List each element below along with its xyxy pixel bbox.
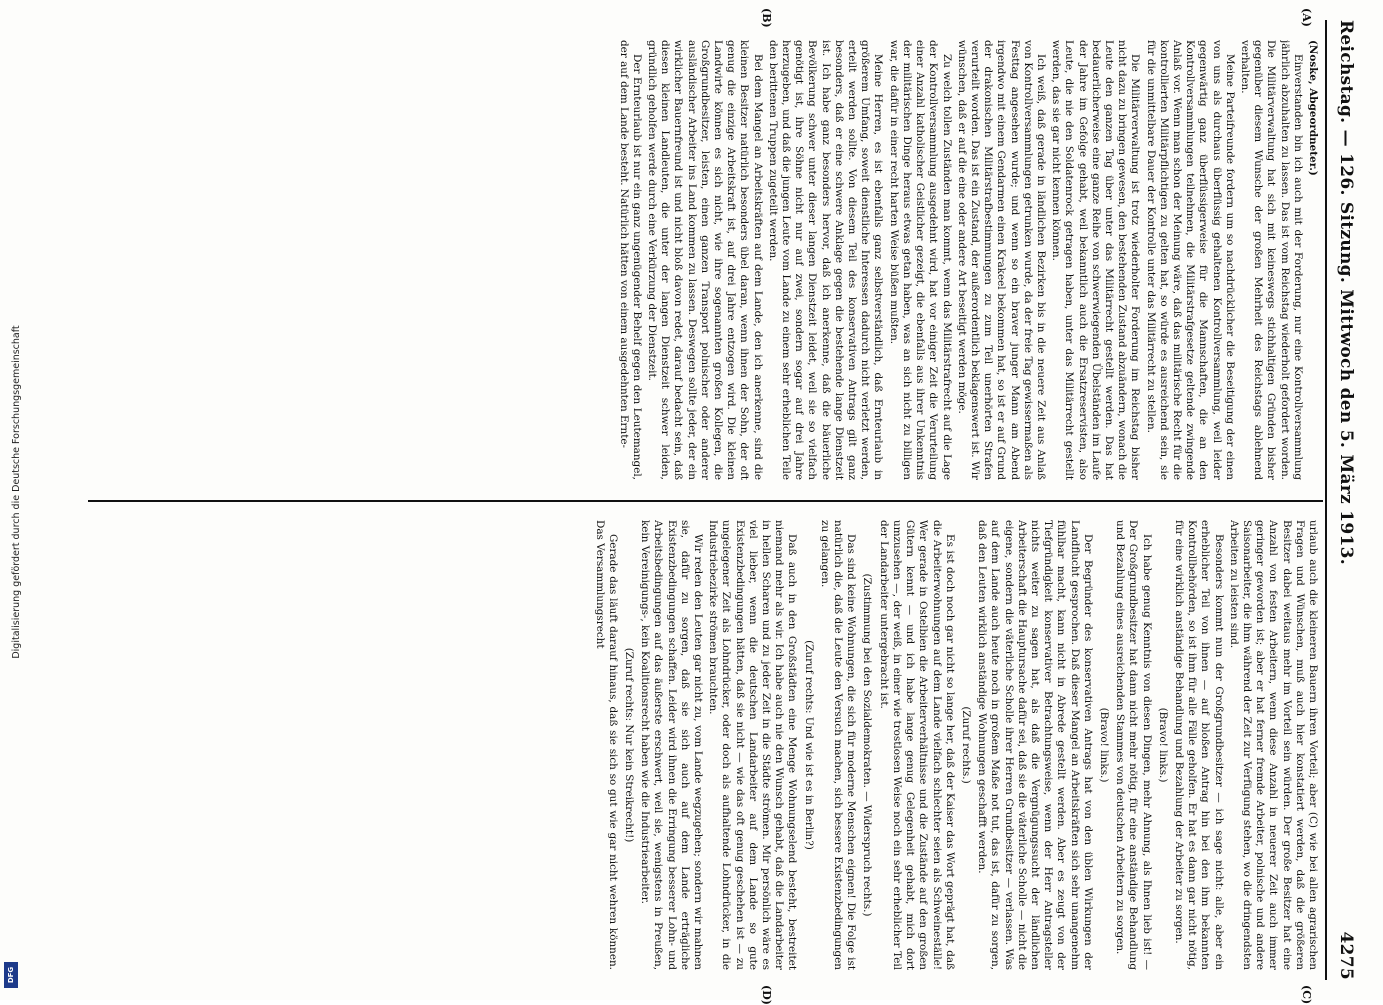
- dfg-logo: DFG: [4, 962, 18, 988]
- digitization-credit: Digitalisierung gefördert durch die Deutsche Forschungsgemeinschaft: [11, 325, 22, 659]
- paragraph: Bei dem Mangel an Arbeitskräften auf dem Lande, den ich anerkenne, sind die kleinen Besitzer natürlich besonders übel daran, wenn ihnen der Sohn, der oft genug die einzige Arbeitskraft ist, auf drei Jahre entzogen wird. Die kleinen Landwirte können es sich nicht, wie ihre sogenannten großen Kollegen, die Großgrundbesitzer, leisten, einen ganzen Transport polnischer oder anderer ausländischer Arbeiter ins Land kommen zu lassen. Deswegen sollte jeder, der ein wirklicher Bauernfreund ist und nicht bloß davon redet, darauf bedacht sein, daß diesen kleinen Landleuten, die unter der langen Dienstzeit schwer leiden, gründlich geholfen werde durch eine Verkürzung der Dienstzeit.: [646, 40, 764, 480]
- paragraph: Daß auch in den Großstädten eine Menge Wohnungselend besteht, bestreitet niemand mehr als wir. Ich habe auch nie den Wunsch gehabt, daß die Landarbeiter in hellen Scharen und zu jeder Zeit in die Städte strömen. Mir persönlich wäre es viel lieber, wenn die deutschen Landarbeiter auf dem Lande so gute Existenzbedingungen hätten, daß sie nicht — wie das oft genug geschehen ist — zu ungelegener Zeit als Lohndrücker, oder doch als aufhaltende Lohndrücker, in die Industriebezirke strömen brauchten.: [707, 520, 799, 970]
- page-number: 4275: [1336, 931, 1356, 980]
- paragraph: Der Ernteurlaub ist nur ein ganz ungenügender Behelf gegen den Leutemangel, der auf dem Lande besteht. Natürlich hätten von einem ausgedehnten Ernte-: [617, 40, 643, 480]
- margin-marker-b: (B): [760, 8, 773, 28]
- interjection: (Zuruf rechts: Und wie ist es in Berlin?): [802, 640, 815, 850]
- paragraph: Zu welch tollen Zuständen man kommt, wenn das Militärstrafrecht auf die Lage der Kontrollversammlung ausgedehnt wird, hat vor einiger Zeit die Verurteilung einer Anzahl katholischer Geistlicher gezeigt, die ebenfalls aus ihrer Unkenntnis der militärischen Dinge heraus etwas getan haben, was an sich nicht zu billigen war, die dafür in einer recht harten Weise büßen mußten.: [887, 40, 953, 480]
- margin-marker-c: (C): [1300, 985, 1313, 1005]
- left-column: [88, 40, 1319, 480]
- paragraph: Gerade das läuft darauf hinaus, daß sie sich so gut wie gar nicht wehren können. Das Versammlungsrecht: [593, 520, 619, 970]
- paragraph: Ich habe genug Kenntnis von diesen Dingen, mehr Ahnung, als Ihnen lieb ist! — Der Großgrundbesitzer hat dann nicht mehr nötig, für eine anständige Behandlung und Bezahlung eines ausreichenden Stammes von deutschen Arbeitern zu sorgen.: [1114, 520, 1153, 970]
- page-header: [1331, 20, 1361, 980]
- paragraph: Wir reden den Leuten gar nicht zu, vom Lande wegzugehen; sondern wir mahnen sie, dafür zu sorgen, daß sie sich auch auf dem Lande erträgliche Existenzbedingungen schaffen. Leider wird ihnen die Erringung besserer Lohn- und Arbeitsbedingungen auf das äußerste erschwert, weil sie, wenigstens in Preußen, kein Vereinigungs-, kein Koalitionsrecht haben wie die Industriearbeiter.: [639, 520, 705, 970]
- paragraph: Meine Parteifreunde fordern um so nachdrücklicher die Beseitigung der einen von uns als durchaus überflüssig gehaltenen Kontrollversammlung, weil leider gegenwärtig ganz überflüssigerweise für die Mannschaften, die an den Kontrollversammlungen teilnehmen, die Militärstrafgesetze geltende zwingende Anlaß vor. Wenn man schon der Meinung wäre, daß das militärische Recht für die kontrollierten Militärpflichtigen zu gelten hat, so würde es ausreichend sein, sie für die unmittelbare Dauer der Kontrolle unter das Militärrecht zu stellen.: [1144, 40, 1236, 480]
- header-title: Reichstag. — 126. Sitzung. Mittwoch den 5. März 1913.: [1336, 20, 1356, 565]
- speaker-name: (Noske, Abgeordneter.): [1307, 40, 1319, 176]
- paragraph: Meine Herren, es ist ebenfalls ganz selbstverständlich, daß Ernteurlaub in größerem Umfang, soweit dienstliche Interessen dadurch nicht verletzt werden, erteilt werden sollte. Von diesem Teil des konservativen Antrags gilt ganz besonders, daß er eine schwere Anklage gegen die bestehende lange Dienstzeit ist. Ich habe ganz besonders hervor, daß ich anerkenne, daß die bäuerliche Bevölkerung schwer unter dieser langen Dienstzeit leidet, weil sie so vielfach genötigt ist, ihre Söhne nicht nur auf zwei, sondern sogar auf drei Jahre herzugeben, und daß die jungen Leute vom Lande zu einem sehr erheblichen Teile den berittenen Truppen zugeteilt werden.: [766, 40, 885, 480]
- rotated-document: [70, 0, 1383, 1005]
- right-column: [88, 520, 1319, 970]
- paragraph: Das sind keine Wohnungen, die sich für moderne Menschen eignen! Die Folge ist natürlich die, daß die Leute den Versuch machen, sich bessere Existenzbedingungen zu gelangen.: [818, 520, 858, 970]
- paragraph: Besonders kommt nun der Großgrundbesitzer — ich sage nicht: alle, aber ein erheblicher Teil von ihnen — auf bloßen Antrag hin bei den ihm bekannten Kontrollbehörden, so ist ihm für alle Fälle geholfen. Er hat es dann gar nicht nötig, für eine wirklich anständige Behandlung und Bezahlung der Arbeiter zu sorgen.: [1172, 520, 1225, 970]
- interjection: (Bravo! links.): [1156, 707, 1169, 783]
- interjection: (Zuruf rechts.): [959, 706, 972, 784]
- paragraph: Die Militärverwaltung ist trotz wiederholter Forderung im Reichstag bisher nicht dazu zu bringen gewesen, den bestehenden Zustand abzuändern, wonach die Leute den ganzen Tag über unter das Militärrecht gestellt werden. Das hat bedauerlicherweise eine ganze Reihe von schwerwiegenden Übelständen im Laufe der Jahre im Gefolge gehabt, weil bekanntlich auch die Ersatzreservisten, also Leute, die nie den Soldatenrock getragen haben, unter das Militärrecht gestellt werden, das sie gar nicht kennen können.: [1050, 40, 1142, 480]
- column-divider: [88, 500, 1323, 502]
- paragraph: Ich weiß, daß gerade in ländlichen Bezirken bis in die neuere Zeit aus Anlaß von Kontrollversammlungen getrunken wurde, da der freie Tag gewissermaßen als Festtag angesehen wurde; und wenn so ein braver junger Mann am Abend irgendwo mit einem Gendarmen einen Krakeel bekommen hat, so ist er auf Grund der drakonischen Militärstrafbestimmungen zu zum Teil unerhörten Strafen verurteilt worden. Das ist ein Zustand, der außerordentlich beklagenswert ist. Wir wünschen, daß er auf die eine oder andere Art beseitigt werden möge.: [955, 40, 1047, 480]
- margin-marker-d: (D): [760, 985, 773, 1005]
- paragraph: Es ist doch noch gar nicht so lange her, daß der Kaiser das Wort geprägt hat, daß die Arbeiterwohnungen auf dem Lande vielfach schlechter seien als Schweineställe! Wer gerade in Ostelbien die Arbeiterverhältnisse und die Zustände auf den großen Gütern kennt — und ich habe lange genug Gelegenheit gehabt, mich dort umzusehen —, der weiß, in einer wie trostlosen Weise noch ein sehr erheblicher Teil der Landarbeiter untergebracht ist.: [877, 520, 956, 970]
- paragraph: urlaub auch die kleineren Bauern ihren Vorteil; aber (C) wie bei allen agrarischen Fragen und Wünschen, muß auch hier konstatiert werden, daß die größeren Besitzer dabei weitaus mehr im Vorteil sein würden. Der große Besitzer hat eine Anzahl von festen Arbeitern, wenn diese Anzahl in neuerer Zeit auch immer geringer geworden ist; aber er hat ferner fremde Arbeiter, polnische und andere Saisonarbeiter, die ihm während der Zeit zur Verfügung stehen, wo die dringendsten Arbeiten zu leisten sind.: [1227, 520, 1319, 970]
- interjection: (Bravo! links.): [1097, 707, 1110, 783]
- interjection: (Zustimmung bei den Sozialdemokraten. — Widerspruch rechts.): [861, 573, 874, 917]
- paragraph: Einverstanden bin ich auch mit der Forderung, nur eine Kontrollversammlung jährlich abzuhalten zu lassen. Das ist vom Reichstag wiederholt gefordert worden. Die Militärverwaltung hat sich mit keineswegs stichhaltigen Gründen bisher gegenüber diesem Wunsche der großen Mehrheit des Reichstags ablehnend verhalten.: [1238, 40, 1304, 480]
- paragraph: Der Begründer des konservativen Antrags hat von den üblen Wirkungen der Landflucht gesprochen. Daß dieser Mangel an Arbeitskräften sich sehr unangenehm fühlbar macht, kann nicht in Abrede gestellt werden. Aber es zeugt von der Tiefgründigkeit konservativer Betrachtungsweise, wenn der Herr Antragsteller nichts weiter zu sagen hat, als daß die Vergnügungssucht der ländlichen Arbeiterschaft die Hauptursache dafür sei, daß sie die väterliche Scholle — nicht die eigene, sondern die väterliche Scholle ihrer Herren Grundbesitzer — verlassen. Was auf dem Lande auch heute noch in großem Maße not tut, das ist, dafür zu sorgen, daß den Leuten wirklich anständige Wohnungen geschafft werden.: [976, 520, 1094, 970]
- interjection: (Zuruf rechts: Nur kein Streikrecht!): [623, 647, 636, 843]
- margin-marker-a: (A): [1300, 8, 1313, 27]
- header-rule: [1325, 20, 1327, 980]
